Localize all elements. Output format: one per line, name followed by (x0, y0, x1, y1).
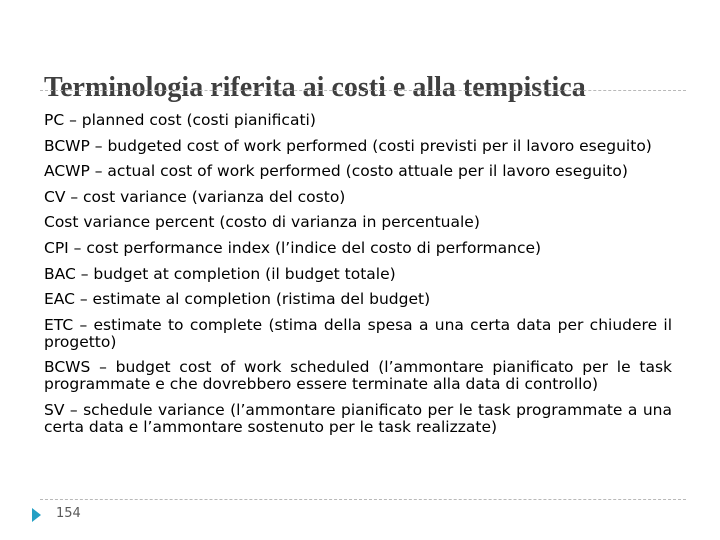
term-cost-variance-percent: Cost variance percent (costo di varianza in percentuale) (44, 213, 480, 232)
term-cpi: CPI – cost performance index (l’indice del costo di performance) (44, 238, 542, 257)
term-acwp: ACWP – actual cost of work performed (costo attuale per il lavoro eseguito) (44, 162, 628, 181)
term-eac: EAC – estimate al completion (ristima del budget) (44, 290, 431, 309)
page-number: 154 (56, 506, 81, 521)
term-bcwp: BCWP – budgeted cost of work performed (costi previsti per il lavoro eseguito) (44, 136, 652, 155)
slide-title: Terminologia riferita ai costi e alla tempistica (44, 71, 586, 103)
term-bcws: BCWS – budget cost of work scheduled (l’ammontare pianificato per le task programmate e che dovrebbero essere terminate alla data di controllo) (44, 358, 672, 394)
term-sv: SV – schedule variance (l’ammontare pianificato per le task programmate a una certa data e l’ammontare sostenuto per le task realizzate) (44, 400, 672, 436)
term-bac: BAC – budget at completion (il budget totale) (44, 264, 396, 283)
triangle-right-icon (32, 508, 41, 522)
term-etc: ETC – estimate to complete (stima della spesa a una certa data per chiudere il progetto) (44, 315, 672, 351)
footer-divider (40, 499, 686, 500)
terms-list (44, 112, 672, 445)
term-pc: PC – planned cost (costi pianificati) (44, 111, 316, 129)
term-cv: CV – cost variance (varianza del costo) (44, 187, 346, 206)
title-divider (40, 90, 686, 91)
